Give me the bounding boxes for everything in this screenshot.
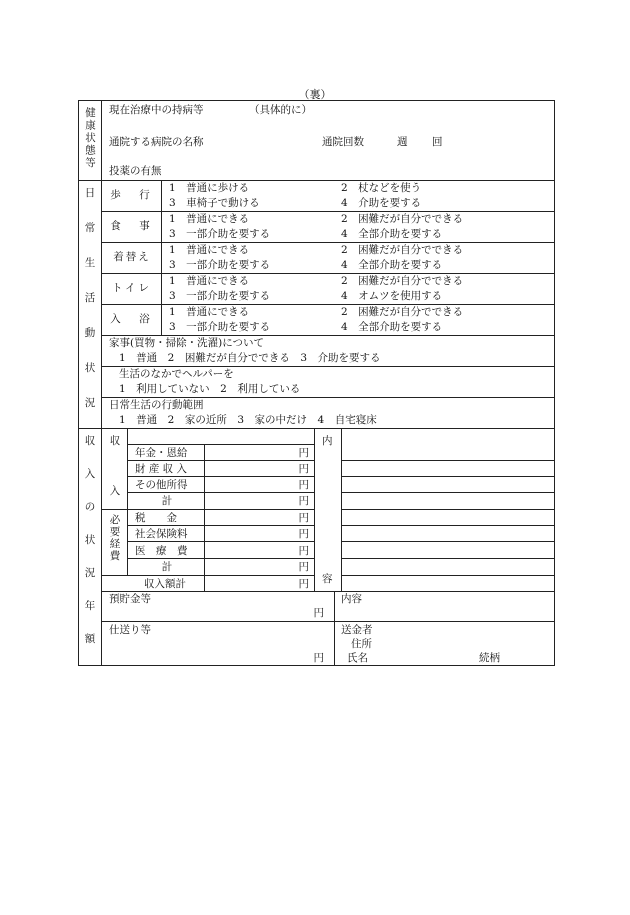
adl-option: 4 オムツを使用する [341,290,443,302]
income-item-pension: 年金・恩給 [135,447,188,459]
adl-option: 2 困難だが自分でできる [341,275,464,287]
income-item-property: 財 産 収 入 [135,463,188,475]
condition-label: 現在治療中の持病等 [109,104,204,116]
expense-item-subtotal: 計 [161,561,173,573]
adl-option: 1 普通にできる [169,213,250,225]
remittance-label: 仕送り等 [109,624,151,636]
adl-option: 3 一部介助を要する [169,290,271,302]
helper-answer: 1 利用していない 2 利用している [119,383,301,395]
adl-option: 3 車椅子で動ける [169,197,260,209]
expense-item-insurance: 社会保険料 [135,528,188,540]
adl-option: 1 普通にできる [169,275,250,287]
adl-option: 3 一部介助を要する [169,228,271,240]
housework-question: 家事(買物・掃除・洗濯)について [109,337,264,349]
adl-option: 4 全部介助を要する [341,321,443,333]
form-table: 健康状態等 現在治療中の持病等 （具体的に） 通院する病院の名称 通院回数 週 回 投薬の有無 日 常 生 活 動 状 況 歩 行 1 普通に歩ける 2 杖などを使う 3 車椅子で動ける 4 介助を要する 食 事 1 普通にできる 2 困難だが自分でできる 3 一部介助を要する 4 全部介助を要する 着替え 1 普通にできる 2 困難だが自分でできる 3 一部介助を要する 4 全部介助を要する トイレ 1 普通にできる 2 困難だが自分でできる 3 一部介助を要する 4 オムツを使用する 入 浴 1 普通にできる 2 困難だが自分でできる 3 一部介助を要する 4 全部介助を要する 家事(買物・掃除・洗濯)について 1 普通 2 困難だが自分でできる 3 介助を要する 生活のなかでヘルパーを 1 利用していない 2 利用している 日常生活の行動範囲 1 普通 2 家の近所 3 家の中だけ 4 自宅寝床 収 入 の 状 況 年 額 収 入 必 要 経 費 年金・恩給 円 財 産 収 入 円 その他所得 円 計 円 税 金 円 社会保険料 円 医 療 費 円 計 円 収入額計 円 内 容 預貯金等 円 内容 仕送り等 円 送金者 住所 氏名 続柄 [78,100,555,666]
savings-content-label: 内容 [341,593,362,605]
savings-label: 預貯金等 [109,593,151,605]
adl-option: 4 全部介助を要する [341,259,443,271]
expense-item-medical: 医 療 費 [135,545,188,557]
adl-option: 4 全部介助を要する [341,228,443,240]
adl-label-walking: 歩 行 [110,189,154,201]
housework-answer: 1 普通 2 困難だが自分でできる 3 介助を要する [119,352,381,364]
income-section-label: 収 入 の 状 況 年 額 [84,435,96,645]
visit-times: 回 [432,136,443,148]
income-label: 収 入 [109,435,121,497]
adl-option: 1 普通にできる [169,306,250,318]
adl-option: 3 一部介助を要する [169,259,271,271]
adl-option: 4 介助を要する [341,197,422,209]
sender-relation-label: 続柄 [479,652,500,664]
adl-label-eating: 食 事 [110,220,154,232]
divider [79,428,554,429]
expense-item-tax: 税 金 [135,512,177,524]
expense-label: 必 要 経 費 [109,514,121,562]
hospital-label: 通院する病院の名称 [109,136,204,148]
content-label-top: 内 [322,435,333,447]
health-section-label: 健康状態等 [84,107,96,170]
adl-option: 2 困難だが自分でできる [341,213,464,225]
divider [79,180,554,181]
sender-name-label: 氏名 [347,652,368,664]
income-item-other: その他所得 [135,479,188,491]
helper-question: 生活のなかでヘルパーを [119,368,234,380]
income-item-subtotal: 計 [161,495,173,507]
sender-address-label: 住所 [351,638,372,650]
adl-option: 2 困難だが自分でできる [341,244,464,256]
adl-option: 1 普通にできる [169,244,250,256]
income-total-label: 収入額計 [144,578,186,590]
adl-label-toilet: トイレ [112,282,152,294]
page-title: （裏） [298,88,332,101]
sender-label: 送金者 [341,624,373,636]
daily-section-label: 日 常 生 活 動 状 況 [84,187,96,409]
adl-option: 2 困難だが自分でできる [341,306,464,318]
range-question: 日常生活の行動範囲 [109,399,204,411]
adl-option: 1 普通に歩ける [169,182,250,194]
range-answer: 1 普通 2 家の近所 3 家の中だけ 4 自宅寝床 [119,414,377,426]
adl-label-dressing: 着替え [113,251,151,263]
adl-label-bathing: 入 浴 [110,313,154,325]
content-label-bottom: 容 [322,573,333,585]
adl-option: 3 一部介助を要する [169,321,271,333]
visit-label: 通院回数 [322,136,364,148]
adl-option: 2 杖などを使う [341,182,422,194]
visit-week: 週 [397,136,408,148]
condition-note: （具体的に） [249,104,312,116]
medication-label: 投薬の有無 [109,165,162,177]
